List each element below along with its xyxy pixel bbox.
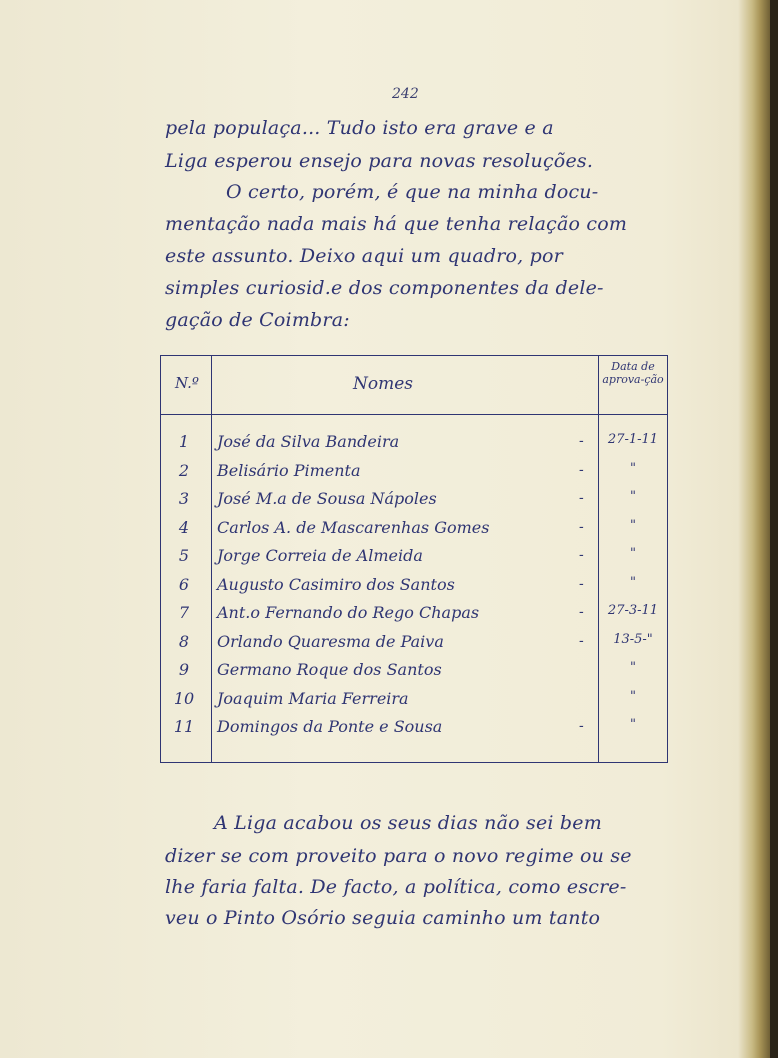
row-name: Germano Roque dos Santos (217, 660, 442, 679)
row-date: " (630, 574, 636, 590)
text-line-6: simples curiosid.e dos componentes da dele- (165, 277, 604, 299)
row-dash: - (579, 604, 584, 620)
row-name: Domingos da Ponte e Sousa (217, 717, 443, 736)
text-line-10: lhe faria falta. De facto, a política, como escre- (165, 876, 627, 898)
row-dash: - (579, 632, 584, 649)
column-divider (211, 356, 212, 762)
text-line-8: A Liga acabou os seus dias não sei bem (214, 812, 602, 834)
row-dash: - (579, 461, 584, 478)
book-edge (770, 0, 778, 1058)
row-number: 4 (178, 517, 190, 537)
row-number: 9 (178, 660, 190, 679)
row-name: Jorge Correia de Almeida (217, 546, 423, 565)
row-number: 5 (178, 546, 190, 565)
row-dash: - (579, 490, 584, 506)
row-number: 11 (173, 717, 195, 736)
header-names: Nomes (353, 374, 414, 394)
text-line-3: O certo, porém, é que na minha docu- (226, 181, 599, 203)
row-date: " (630, 660, 636, 675)
row-date: 27-3-11 (607, 603, 659, 618)
row-number: 2 (178, 460, 190, 480)
row-date: 13-5-" (613, 631, 653, 647)
column-divider (598, 356, 599, 762)
row-date: " (630, 517, 636, 533)
row-date: " (630, 688, 636, 704)
text-line-7: gação de Coimbra: (165, 309, 350, 331)
row-number: 1 (178, 432, 190, 451)
row-date: " (630, 489, 636, 504)
text-line-11: veu o Pinto Osório seguia caminho um tanto (165, 907, 601, 929)
row-dash: - (579, 575, 584, 592)
row-date: " (630, 546, 636, 561)
row-name: Joaquim Maria Ferreira (217, 688, 409, 708)
row-dash: - (579, 547, 584, 563)
row-dash: - (579, 433, 584, 449)
text-line-4: mentação nada mais há que tenha relação com (165, 213, 628, 235)
row-dash: - (579, 718, 584, 734)
text-line-5: este assunto. Deixo aqui um quadro, por (165, 245, 563, 267)
row-name: Ant.o Fernando do Rego Chapas (217, 603, 480, 622)
header-date: Data de aprova-ção (602, 360, 664, 386)
header-divider (161, 414, 667, 415)
row-dash: - (579, 518, 584, 535)
text-line-9: dizer se com proveito para o novo regime ou se (165, 845, 632, 867)
row-date: 27-1-11 (607, 432, 659, 447)
row-name: José M.a de Sousa Nápoles (217, 489, 437, 508)
row-name: Augusto Casimiro dos Santos (217, 574, 455, 594)
row-date: " (630, 717, 636, 732)
row-number: 10 (173, 688, 195, 708)
delegation-table (160, 355, 668, 763)
row-number: 7 (178, 603, 190, 622)
row-name: Belisário Pimenta (217, 460, 361, 480)
row-number: 6 (178, 574, 190, 594)
row-date: " (630, 460, 636, 476)
row-name: José da Silva Bandeira (217, 432, 400, 451)
row-name: Carlos A. de Mascarenhas Gomes (217, 517, 490, 537)
row-number: 8 (178, 631, 190, 651)
header-number: N.º (175, 374, 199, 392)
text-line-2: Liga esperou ensejo para novas resoluções. (165, 150, 594, 172)
text-line-1: pela populaça... Tudo isto era grave e a (165, 117, 554, 139)
page-number: 242 (392, 86, 419, 102)
row-number: 3 (178, 489, 190, 508)
row-name: Orlando Quaresma de Paiva (217, 631, 444, 651)
